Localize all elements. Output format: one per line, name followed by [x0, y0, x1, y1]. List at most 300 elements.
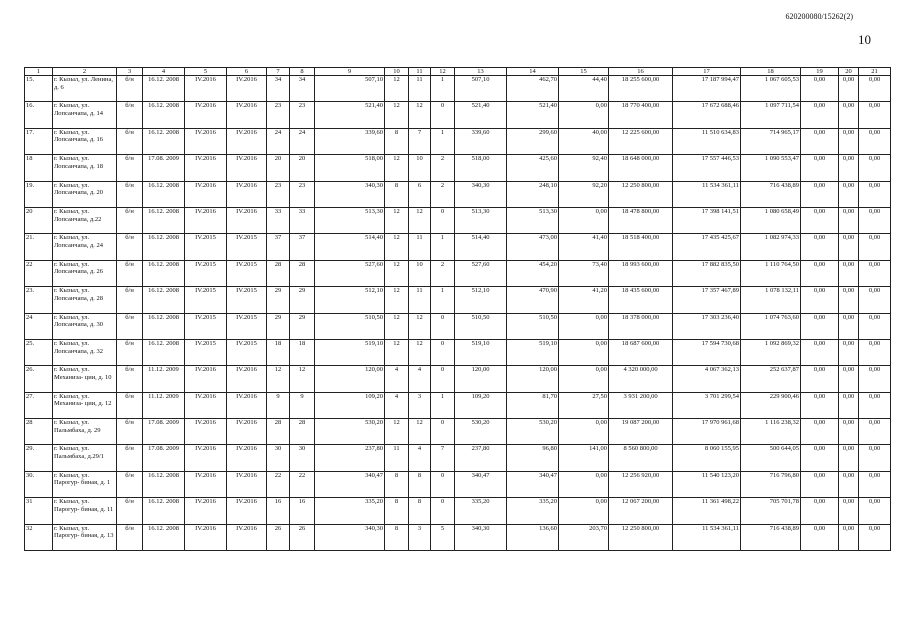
cell-total-cost: 18 478 800,00 [609, 207, 673, 233]
cell-cost-e: 0,00 [859, 234, 891, 260]
cell-cost-e: 0,00 [859, 339, 891, 365]
cell-cost-fund: 3 701 299,54 [673, 392, 741, 418]
cell-doc-date: 16.12. 2008 [143, 234, 185, 260]
cell-total-area: 514,40 [315, 234, 385, 260]
cell-cost-fund: 11 361 498,22 [673, 498, 741, 524]
cell-flats-a: 11 [409, 234, 431, 260]
cell-flats-b: 7 [431, 445, 455, 471]
cell-cost-c: 0,00 [801, 128, 839, 154]
column-number-header: 6 [227, 68, 267, 76]
cell-flats-b: 0 [431, 313, 455, 339]
cell-cost-budget: 500 644,05 [741, 445, 801, 471]
cell-area-total: 527,60 [455, 260, 507, 286]
cell-doc-number: б/н [117, 498, 143, 524]
cell-planned-date: IV.2016 [185, 471, 227, 497]
cell-doc-date: 17.08. 2009 [143, 445, 185, 471]
cell-flats-total: 12 [385, 419, 409, 445]
cell-total-area: 521,40 [315, 102, 385, 128]
cell-doc-date: 16.12. 2008 [143, 524, 185, 550]
cell-doc-number: б/н [117, 287, 143, 313]
cell-address: г. Кызыл, ул. Лопсанчапа, д. 24 [53, 234, 117, 260]
cell-cost-c: 0,00 [801, 207, 839, 233]
cell-total-cost: 18 770 400,00 [609, 102, 673, 128]
cell-total-cost: 18 378 000,00 [609, 313, 673, 339]
cell-residents-actual: 22 [290, 471, 315, 497]
cell-flats-total: 12 [385, 260, 409, 286]
table-row [25, 128, 891, 154]
cell-total-area: 120,00 [315, 366, 385, 392]
cell-residents-actual: 28 [290, 419, 315, 445]
cell-planned-date: IV.2016 [185, 102, 227, 128]
cell-doc-date: 17.08. 2009 [143, 419, 185, 445]
column-number-header: 4 [143, 68, 185, 76]
cell-area-total: 518,00 [455, 155, 507, 181]
cell-area-a: 454,20 [507, 260, 559, 286]
cell-doc-date: 17.08. 2009 [143, 155, 185, 181]
cell-cost-fund: 17 435 425,67 [673, 234, 741, 260]
cell-flats-total: 8 [385, 471, 409, 497]
cell-cost-budget: 1 080 658,49 [741, 207, 801, 233]
table-row [25, 207, 891, 233]
cell-doc-number: б/н [117, 392, 143, 418]
cell-total-cost: 18 435 600,00 [609, 287, 673, 313]
cell-address: г. Кызыл, ул. Лопсанчапа, д. 18 [53, 155, 117, 181]
cell-flats-b: 0 [431, 339, 455, 365]
cell-actual-date: IV.2015 [227, 339, 267, 365]
cell-total-area: 340,30 [315, 524, 385, 550]
cell-actual-date: IV.2015 [227, 313, 267, 339]
cell-doc-date: 16.12. 2008 [143, 498, 185, 524]
cell-flats-total: 12 [385, 102, 409, 128]
column-number-header: 9 [315, 68, 385, 76]
cell-doc-date: 16.12. 2008 [143, 207, 185, 233]
cell-planned-date: IV.2016 [185, 524, 227, 550]
cell-row-number: 23. [25, 287, 53, 313]
cell-flats-b: 1 [431, 76, 455, 102]
cell-actual-date: IV.2016 [227, 128, 267, 154]
cell-cost-c: 0,00 [801, 339, 839, 365]
cell-residents-planned: 28 [267, 260, 290, 286]
cell-cost-fund: 17 357 467,89 [673, 287, 741, 313]
table-row [25, 471, 891, 497]
table-row [25, 498, 891, 524]
cell-cost-d: 0,00 [839, 445, 859, 471]
cell-cost-c: 0,00 [801, 471, 839, 497]
cell-cost-fund: 17 882 835,50 [673, 260, 741, 286]
cell-total-area: 507,10 [315, 76, 385, 102]
cell-cost-e: 0,00 [859, 366, 891, 392]
cell-residents-actual: 18 [290, 339, 315, 365]
cell-cost-d: 0,00 [839, 76, 859, 102]
cell-cost-e: 0,00 [859, 181, 891, 207]
cell-doc-number: б/н [117, 128, 143, 154]
cell-total-cost: 19 087 200,00 [609, 419, 673, 445]
cell-planned-date: IV.2016 [185, 366, 227, 392]
cell-area-a: 81,70 [507, 392, 559, 418]
cell-cost-d: 0,00 [839, 287, 859, 313]
cell-residents-actual: 37 [290, 234, 315, 260]
cell-planned-date: IV.2016 [185, 207, 227, 233]
cell-actual-date: IV.2016 [227, 524, 267, 550]
cell-cost-fund: 17 672 688,46 [673, 102, 741, 128]
cell-area-a: 136,60 [507, 524, 559, 550]
housing-register-table [24, 67, 891, 551]
cell-cost-d: 0,00 [839, 128, 859, 154]
cell-residents-actual: 20 [290, 155, 315, 181]
cell-total-area: 340,47 [315, 471, 385, 497]
cell-cost-e: 0,00 [859, 76, 891, 102]
cell-flats-a: 4 [409, 366, 431, 392]
cell-area-total: 519,10 [455, 339, 507, 365]
cell-doc-date: 16.12. 2008 [143, 128, 185, 154]
cell-flats-a: 8 [409, 471, 431, 497]
cell-doc-date: 16.12. 2008 [143, 76, 185, 102]
cell-area-b: 92,20 [559, 181, 609, 207]
cell-flats-total: 12 [385, 76, 409, 102]
cell-flats-b: 1 [431, 234, 455, 260]
cell-cost-budget: 716 438,89 [741, 524, 801, 550]
cell-residents-planned: 30 [267, 445, 290, 471]
table-row [25, 234, 891, 260]
cell-area-a: 96,80 [507, 445, 559, 471]
table-row [25, 445, 891, 471]
cell-total-area: 335,20 [315, 498, 385, 524]
cell-cost-budget: 716 438,89 [741, 181, 801, 207]
cell-residents-actual: 28 [290, 260, 315, 286]
cell-flats-b: 0 [431, 366, 455, 392]
cell-doc-date: 16.12. 2008 [143, 471, 185, 497]
cell-residents-planned: 18 [267, 339, 290, 365]
column-number-header: 21 [859, 68, 891, 76]
cell-total-area: 519,10 [315, 339, 385, 365]
cell-residents-planned: 26 [267, 524, 290, 550]
cell-residents-planned: 12 [267, 366, 290, 392]
cell-total-area: 339,60 [315, 128, 385, 154]
cell-planned-date: IV.2016 [185, 445, 227, 471]
cell-planned-date: IV.2015 [185, 313, 227, 339]
cell-planned-date: IV.2016 [185, 128, 227, 154]
cell-cost-e: 0,00 [859, 128, 891, 154]
cell-total-cost: 3 931 200,00 [609, 392, 673, 418]
cell-cost-fund: 17 594 730,68 [673, 339, 741, 365]
cell-row-number: 21. [25, 234, 53, 260]
cell-actual-date: IV.2016 [227, 102, 267, 128]
cell-area-b: 0,00 [559, 313, 609, 339]
cell-address: г. Кызыл, ул. Пальмбаха, д. 29 [53, 419, 117, 445]
cell-doc-number: б/н [117, 102, 143, 128]
cell-doc-number: б/н [117, 419, 143, 445]
cell-address: г. Кызыл, ул. Парогур- биная, д. 1 [53, 471, 117, 497]
cell-cost-e: 0,00 [859, 392, 891, 418]
cell-planned-date: IV.2015 [185, 339, 227, 365]
cell-cost-budget: 1 078 132,11 [741, 287, 801, 313]
cell-residents-actual: 24 [290, 128, 315, 154]
cell-doc-number: б/н [117, 445, 143, 471]
cell-planned-date: IV.2015 [185, 260, 227, 286]
cell-planned-date: IV.2016 [185, 181, 227, 207]
cell-residents-planned: 16 [267, 498, 290, 524]
cell-cost-fund: 8 060 155,95 [673, 445, 741, 471]
cell-cost-c: 0,00 [801, 313, 839, 339]
cell-total-area: 513,30 [315, 207, 385, 233]
cell-residents-actual: 26 [290, 524, 315, 550]
cell-flats-total: 8 [385, 498, 409, 524]
cell-address: г. Кызыл, ул. Лопсанчапа, д. 16 [53, 128, 117, 154]
cell-area-a: 248,10 [507, 181, 559, 207]
cell-actual-date: IV.2016 [227, 181, 267, 207]
cell-area-a: 462,70 [507, 76, 559, 102]
cell-area-total: 340,30 [455, 181, 507, 207]
cell-cost-fund: 11 510 634,83 [673, 128, 741, 154]
cell-flats-total: 8 [385, 181, 409, 207]
cell-doc-date: 16.12. 2008 [143, 181, 185, 207]
cell-cost-d: 0,00 [839, 234, 859, 260]
cell-area-total: 521,40 [455, 102, 507, 128]
cell-cost-e: 0,00 [859, 102, 891, 128]
cell-area-b: 0,00 [559, 102, 609, 128]
cell-area-total: 237,80 [455, 445, 507, 471]
cell-cost-c: 0,00 [801, 76, 839, 102]
cell-planned-date: IV.2015 [185, 234, 227, 260]
column-number-header: 14 [507, 68, 559, 76]
cell-area-a: 299,60 [507, 128, 559, 154]
cell-doc-date: 16.12. 2008 [143, 102, 185, 128]
cell-flats-a: 11 [409, 76, 431, 102]
cell-area-b: 40,00 [559, 128, 609, 154]
cell-cost-e: 0,00 [859, 471, 891, 497]
cell-cost-d: 0,00 [839, 366, 859, 392]
column-number-header: 1 [25, 68, 53, 76]
cell-residents-actual: 23 [290, 102, 315, 128]
cell-address: г. Кызыл, ул. Лопсанчапа, д. 30 [53, 313, 117, 339]
cell-doc-number: б/н [117, 207, 143, 233]
cell-address: г. Кызыл, ул. Пальмбаха, д.29/1 [53, 445, 117, 471]
cell-cost-e: 0,00 [859, 313, 891, 339]
table-row [25, 392, 891, 418]
document-id: 620200080/15262(2) [785, 12, 853, 21]
cell-address: г. Кызыл, ул. Механиза- ции, д. 10 [53, 366, 117, 392]
cell-actual-date: IV.2015 [227, 260, 267, 286]
cell-flats-b: 0 [431, 102, 455, 128]
cell-cost-e: 0,00 [859, 498, 891, 524]
cell-cost-c: 0,00 [801, 366, 839, 392]
cell-area-a: 519,10 [507, 339, 559, 365]
cell-area-total: 513,30 [455, 207, 507, 233]
cell-flats-a: 10 [409, 155, 431, 181]
table-row [25, 339, 891, 365]
cell-row-number: 15. [25, 76, 53, 102]
cell-cost-c: 0,00 [801, 419, 839, 445]
cell-total-cost: 12 067 200,00 [609, 498, 673, 524]
cell-flats-b: 0 [431, 471, 455, 497]
cell-doc-number: б/н [117, 524, 143, 550]
cell-cost-e: 0,00 [859, 287, 891, 313]
cell-area-a: 120,00 [507, 366, 559, 392]
cell-doc-number: б/н [117, 76, 143, 102]
column-number-header: 3 [117, 68, 143, 76]
cell-cost-d: 0,00 [839, 181, 859, 207]
cell-area-a: 335,20 [507, 498, 559, 524]
cell-doc-number: б/н [117, 366, 143, 392]
column-number-header: 5 [185, 68, 227, 76]
cell-area-total: 512,10 [455, 287, 507, 313]
cell-flats-a: 3 [409, 392, 431, 418]
column-number-header: 2 [53, 68, 117, 76]
cell-row-number: 26. [25, 366, 53, 392]
cell-area-total: 340,30 [455, 524, 507, 550]
cell-row-number: 25. [25, 339, 53, 365]
cell-total-cost: 18 687 600,00 [609, 339, 673, 365]
cell-residents-planned: 33 [267, 207, 290, 233]
cell-flats-total: 8 [385, 524, 409, 550]
cell-address: г. Кызыл, ул. Лопсанчапа, д. 20 [53, 181, 117, 207]
table-row [25, 366, 891, 392]
cell-actual-date: IV.2016 [227, 419, 267, 445]
cell-cost-d: 0,00 [839, 155, 859, 181]
cell-area-a: 425,60 [507, 155, 559, 181]
cell-residents-planned: 37 [267, 234, 290, 260]
cell-cost-c: 0,00 [801, 524, 839, 550]
cell-residents-actual: 9 [290, 392, 315, 418]
cell-row-number: 27. [25, 392, 53, 418]
cell-row-number: 18 [25, 155, 53, 181]
cell-flats-a: 12 [409, 313, 431, 339]
table-row [25, 260, 891, 286]
cell-actual-date: IV.2016 [227, 76, 267, 102]
cell-address: г. Кызыл, ул. Лопсанчапа, д. 14 [53, 102, 117, 128]
column-number-header: 17 [673, 68, 741, 76]
cell-flats-b: 0 [431, 419, 455, 445]
cell-total-cost: 18 648 000,00 [609, 155, 673, 181]
cell-residents-actual: 29 [290, 313, 315, 339]
cell-flats-total: 12 [385, 313, 409, 339]
cell-doc-date: 11.12. 2009 [143, 392, 185, 418]
cell-total-cost: 8 560 800,00 [609, 445, 673, 471]
cell-flats-a: 6 [409, 181, 431, 207]
cell-residents-planned: 28 [267, 419, 290, 445]
cell-area-total: 109,20 [455, 392, 507, 418]
cell-flats-total: 4 [385, 366, 409, 392]
cell-cost-budget: 1 074 763,60 [741, 313, 801, 339]
cell-cost-d: 0,00 [839, 207, 859, 233]
cell-area-b: 0,00 [559, 419, 609, 445]
cell-total-area: 510,50 [315, 313, 385, 339]
column-number-row [25, 68, 891, 76]
cell-row-number: 32 [25, 524, 53, 550]
cell-total-area: 109,20 [315, 392, 385, 418]
cell-row-number: 20 [25, 207, 53, 233]
table-row [25, 524, 891, 550]
cell-actual-date: IV.2016 [227, 366, 267, 392]
cell-residents-planned: 24 [267, 128, 290, 154]
cell-flats-a: 12 [409, 339, 431, 365]
cell-total-area: 340,30 [315, 181, 385, 207]
cell-cost-fund: 17 557 446,53 [673, 155, 741, 181]
cell-address: г. Кызыл, ул. Лопсанчапа, д. 28 [53, 287, 117, 313]
cell-row-number: 30. [25, 471, 53, 497]
cell-flats-a: 12 [409, 207, 431, 233]
cell-doc-date: 11.12. 2009 [143, 366, 185, 392]
cell-row-number: 19. [25, 181, 53, 207]
table-row [25, 102, 891, 128]
cell-cost-budget: 1 082 974,33 [741, 234, 801, 260]
table-row [25, 76, 891, 102]
cell-doc-date: 16.12. 2008 [143, 260, 185, 286]
column-number-header: 7 [267, 68, 290, 76]
cell-residents-planned: 29 [267, 313, 290, 339]
cell-address: г. Кызыл, ул. Парогур- биная, д. 13 [53, 524, 117, 550]
cell-doc-number: б/н [117, 339, 143, 365]
cell-area-b: 44,40 [559, 76, 609, 102]
column-number-header: 11 [409, 68, 431, 76]
cell-address: г. Кызыл, ул. Лопсанчапа, д. 32 [53, 339, 117, 365]
cell-flats-total: 12 [385, 287, 409, 313]
cell-area-b: 0,00 [559, 498, 609, 524]
cell-residents-planned: 20 [267, 155, 290, 181]
cell-cost-e: 0,00 [859, 419, 891, 445]
cell-cost-c: 0,00 [801, 234, 839, 260]
cell-total-cost: 12 250 800,00 [609, 181, 673, 207]
cell-doc-number: б/н [117, 155, 143, 181]
cell-flats-total: 4 [385, 392, 409, 418]
cell-cost-budget: 1 110 764,50 [741, 260, 801, 286]
cell-area-b: 92,40 [559, 155, 609, 181]
cell-cost-budget: 1 090 553,47 [741, 155, 801, 181]
cell-doc-number: б/н [117, 471, 143, 497]
cell-flats-b: 2 [431, 155, 455, 181]
cell-cost-budget: 714 965,17 [741, 128, 801, 154]
cell-doc-number: б/н [117, 234, 143, 260]
cell-area-b: 141,00 [559, 445, 609, 471]
cell-area-a: 473,00 [507, 234, 559, 260]
cell-cost-fund: 11 540 123,20 [673, 471, 741, 497]
cell-row-number: 17. [25, 128, 53, 154]
cell-actual-date: IV.2015 [227, 234, 267, 260]
cell-flats-total: 12 [385, 155, 409, 181]
page-number: 10 [858, 32, 871, 47]
cell-total-area: 512,10 [315, 287, 385, 313]
cell-total-cost: 12 225 600,00 [609, 128, 673, 154]
cell-cost-d: 0,00 [839, 313, 859, 339]
table-row [25, 155, 891, 181]
column-number-header: 13 [455, 68, 507, 76]
cell-cost-fund: 17 970 961,68 [673, 419, 741, 445]
cell-doc-date: 16.12. 2008 [143, 313, 185, 339]
cell-flats-a: 8 [409, 498, 431, 524]
cell-area-total: 530,20 [455, 419, 507, 445]
cell-area-total: 339,60 [455, 128, 507, 154]
cell-flats-b: 5 [431, 524, 455, 550]
cell-flats-a: 7 [409, 128, 431, 154]
column-number-header: 20 [839, 68, 859, 76]
cell-cost-c: 0,00 [801, 260, 839, 286]
cell-area-total: 335,20 [455, 498, 507, 524]
cell-address: г. Кызыл, ул. Парогур- биная, д. 11 [53, 498, 117, 524]
cell-row-number: 29. [25, 445, 53, 471]
cell-residents-planned: 9 [267, 392, 290, 418]
cell-planned-date: IV.2015 [185, 287, 227, 313]
cell-flats-a: 12 [409, 102, 431, 128]
cell-cost-e: 0,00 [859, 207, 891, 233]
cell-total-area: 527,60 [315, 260, 385, 286]
cell-flats-a: 12 [409, 419, 431, 445]
cell-actual-date: IV.2016 [227, 207, 267, 233]
cell-flats-b: 1 [431, 128, 455, 154]
cell-flats-b: 0 [431, 207, 455, 233]
cell-actual-date: IV.2015 [227, 287, 267, 313]
cell-area-a: 521,40 [507, 102, 559, 128]
cell-address: г. Кызыл, ул. Лопсанчапа, д. 26 [53, 260, 117, 286]
